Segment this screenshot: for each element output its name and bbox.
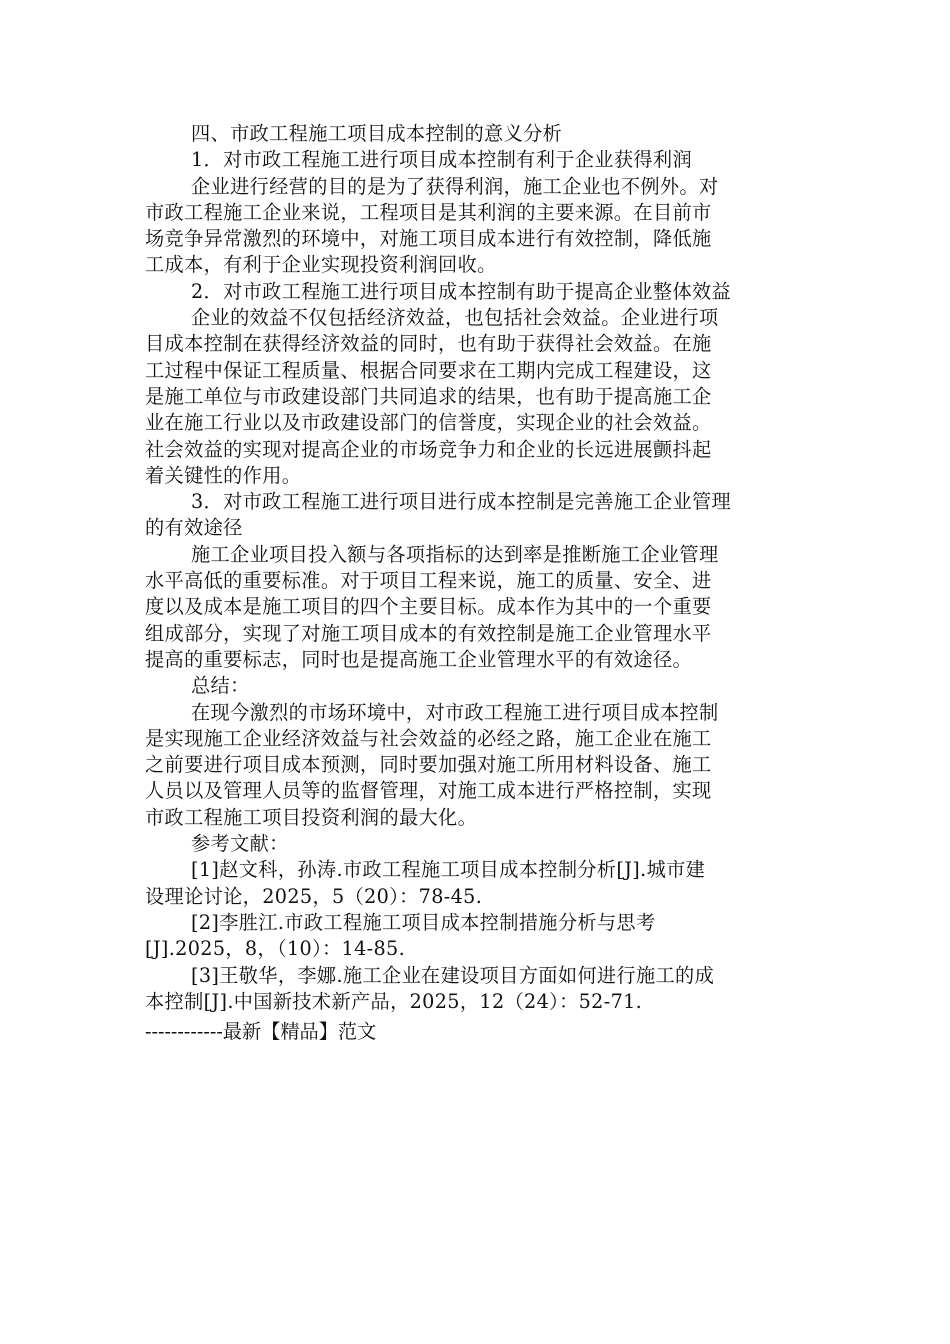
text-line: 度以及成本是施工项目的四个主要目标。成本作为其中的一个重要 xyxy=(145,595,712,619)
document-body xyxy=(145,121,805,1015)
text-line: [2]李胜江.市政工程施工项目成本控制措施分析与思考 xyxy=(191,910,656,934)
text-line: 四、市政工程施工项目成本控制的意义分析 xyxy=(191,122,563,145)
text-line: 人员以及管理人员等的监督管理，对施工成本进行严格控制，实现 xyxy=(145,779,712,803)
text-line: 社会效益的实现对提高企业的市场竞争力和企业的长远进展颤抖起 xyxy=(145,437,712,461)
text-line: 1．对市政工程施工进行项目成本控制有利于企业获得利润 xyxy=(191,148,692,172)
text-line: 是施工单位与市政建设部门共同追求的结果，也有助于提高施工企 xyxy=(145,384,712,408)
text-line: 目成本控制在获得经济效益的同时，也有助于获得社会效益。在施 xyxy=(145,332,712,356)
text-line: 在现今激烈的市场环境中，对市政工程施工进行项目成本控制 xyxy=(191,700,719,724)
text-line: 提高的重要标志，同时也是提高施工企业管理水平的有效途径。 xyxy=(145,647,693,671)
text-line: 着关键性的作用。 xyxy=(145,463,302,487)
page-footer: ------------最新【精品】范文 xyxy=(145,1020,377,1043)
text-line: 企业的效益不仅包括经济效益，也包括社会效益。企业进行项 xyxy=(191,306,719,330)
text-line: [1]赵文科，孙涛.市政工程施工项目成本控制分析[J].城市建 xyxy=(191,858,706,882)
text-line: 业在施工行业以及市政建设部门的信誉度，实现企业的社会效益。 xyxy=(145,411,712,435)
text-line: 的有效途径 xyxy=(145,516,243,540)
text-line: [J].2025，8，（10）：14-85. xyxy=(145,937,406,961)
text-line: 场竞争异常激烈的环境中，对施工项目成本进行有效控制，降低施 xyxy=(145,227,712,251)
text-line: 之前要进行项目成本预测，同时要加强对施工所用材料设备、施工 xyxy=(145,753,712,777)
text-line: 水平高低的重要标准。对于项目工程来说，施工的质量、安全、进 xyxy=(145,569,712,593)
text-line: 3．对市政工程施工进行项目进行成本控制是完善施工企业管理 xyxy=(191,490,732,514)
text-line: 工成本，有利于企业实现投资利润回收。 xyxy=(145,253,497,277)
text-line: 市政工程施工项目投资利润的最大化。 xyxy=(145,805,478,829)
text-line: 企业进行经营的目的是为了获得利润，施工企业也不例外。对 xyxy=(191,174,719,198)
text-line: 设理论讨论，2025，5（20）：78-45. xyxy=(145,884,483,908)
text-line: 2．对市政工程施工进行项目成本控制有助于提高企业整体效益 xyxy=(191,279,732,303)
text-line: 市政工程施工企业来说，工程项目是其利润的主要来源。在目前市 xyxy=(145,200,712,224)
text-line: 是实现施工企业经济效益与社会效益的必经之路，施工企业在施工 xyxy=(145,726,712,750)
text-line: 工过程中保证工程质量、根据合同要求在工期内完成工程建设，这 xyxy=(145,358,712,382)
text-line: 参考文献： xyxy=(191,832,289,856)
text-line: 本控制[J].中国新技术新产品，2025，12（24）：52-71. xyxy=(145,989,643,1013)
text-line: [3]王敬华，李娜.施工企业在建设项目方面如何进行施工的成 xyxy=(191,963,715,987)
text-line: 组成部分，实现了对施工项目成本的有效控制是施工企业管理水平 xyxy=(145,621,712,645)
text-line: 总结： xyxy=(191,674,250,698)
text-line: 施工企业项目投入额与各项指标的达到率是推断施工企业管理 xyxy=(191,542,719,566)
